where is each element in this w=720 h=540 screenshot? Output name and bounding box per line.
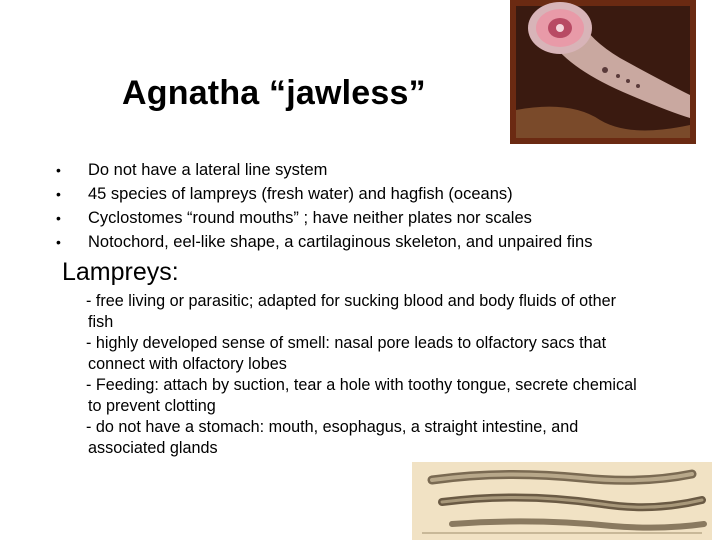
bullet-item: • Do not have a lateral line system (56, 158, 592, 182)
fact-line: - Feeding: attach by suction, tear a hole with toothy tongue, secrete chemical to prevent clotting (86, 376, 637, 415)
fact-line: - highly developed sense of smell: nasal pore leads to olfactory sacs that connect with olfactory lobes (86, 334, 607, 373)
section-heading: Lampreys: (62, 258, 179, 286)
bullet-dot-icon: • (56, 186, 61, 202)
lamprey-facts-list (84, 291, 644, 459)
bullet-item: • Cyclostomes “round mouths” ; have neither plates nor scales (56, 206, 592, 230)
lamprey-mouth-photo (510, 0, 696, 144)
bullet-item: • Notochord, eel-like shape, a cartilaginous skeleton, and unpaired fins (56, 230, 592, 254)
bullet-list (56, 158, 592, 254)
fact-line: - do not have a stomach: mouth, esophagus, a straight intestine, and associated glands (86, 418, 579, 457)
fact-line: - free living or parasitic; adapted for sucking blood and body fluids of other fish (86, 292, 616, 331)
slide-title: Agnatha “jawless” (122, 74, 426, 112)
lamprey-illustration (412, 462, 712, 540)
bullet-item: • 45 species of lampreys (fresh water) and hagfish (oceans) (56, 182, 592, 206)
bullet-dot-icon: • (56, 210, 61, 226)
bullet-dot-icon: • (56, 162, 61, 178)
bullet-dot-icon: • (56, 234, 61, 250)
